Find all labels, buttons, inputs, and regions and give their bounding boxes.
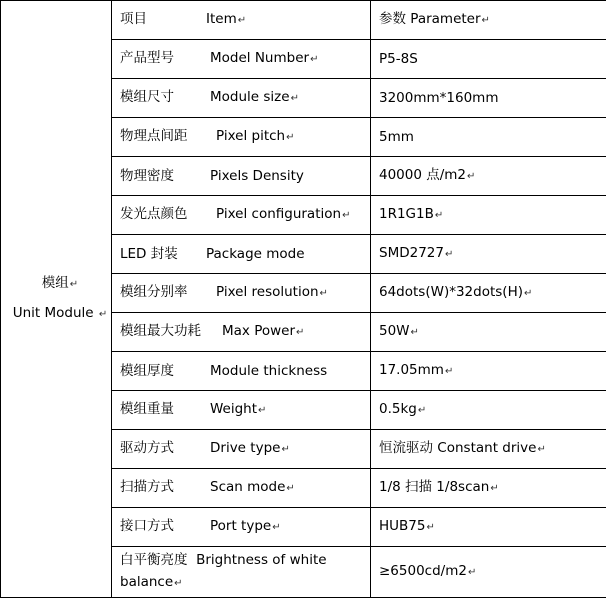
row-value: SMD2727 [379, 245, 444, 261]
row-label-en: Max Power [222, 323, 296, 339]
row-label-cn: 模组尺寸 [120, 89, 174, 105]
row-label-en: Model Number [210, 50, 310, 66]
row-label-cn: LED 封装 [120, 245, 178, 262]
row-label-cn: 物理密度 [120, 167, 174, 184]
group-cell [1, 1, 112, 598]
header-item-cn: 项目 [120, 11, 147, 27]
row-label-cn: 接口方式 [120, 518, 174, 534]
row-value: 0.5kg [379, 401, 417, 417]
row-label-en: Pixel resolution [216, 284, 319, 300]
row-label-cn: 扫描方式 [120, 479, 174, 495]
row-label-en: Brightness of white balance [120, 552, 327, 590]
row-label-en: Pixels Density [210, 167, 304, 184]
row-value: 1R1G1B [379, 206, 434, 222]
row-value: P5-8S [379, 50, 418, 67]
table-row: 接口方式 Port type↵ HUB75↵ [1, 508, 606, 547]
row-value: ≥6500cd/m2 [379, 563, 467, 579]
group-label-cn: 模组↵ [41, 275, 79, 291]
row-label-cn: 模组厚度 [120, 362, 174, 379]
header-row [1, 1, 606, 40]
row-label-cn: 驱动方式 [120, 440, 174, 456]
header-item-en: Item [206, 11, 237, 27]
row-value: 64dots(W)*32dots(H) [379, 284, 523, 300]
row-value: 17.05mm [379, 362, 444, 378]
row-label-en: Module size [210, 89, 290, 105]
row-label-en: Module thickness [210, 362, 328, 379]
row-label-en: Port type [210, 518, 272, 534]
table-row: 模组厚度 Module thickness 17.05mm↵ [1, 352, 606, 391]
row-label-cn: 产品型号 [120, 50, 174, 66]
row-label-cn: 模组重量 [120, 401, 174, 417]
row-label-cn: 发光点颜色 [120, 206, 188, 222]
table-row: 发光点颜色 Pixel configuration↵ 1R1G1B↵ [1, 196, 606, 235]
table-row: 物理密度 Pixels Density 40000 点/m2↵ [1, 157, 606, 196]
table-row: 驱动方式 Drive type↵ 恒流驱动 Constant drive↵ [1, 430, 606, 469]
row-label-en: Weight [210, 401, 258, 417]
row-label-en: Pixel pitch [216, 128, 286, 144]
row-label-en: Package mode [206, 245, 305, 262]
row-label-en: Scan mode [210, 479, 286, 495]
table-row: 白平衡亮度 Brightness of white balance↵ ≥6500cd/m2↵ [1, 547, 606, 598]
group-label-en: Unit Module ↵ [12, 305, 108, 321]
table-row: 模组重量 Weight↵ 0.5kg↵ [1, 391, 606, 430]
row-value: HUB75 [379, 518, 426, 534]
table-row: 产品型号 Model Number↵ P5-8S [1, 40, 606, 79]
row-label-cn: 白平衡亮度 [120, 552, 188, 568]
row-value: 3200mm*160mm [379, 89, 499, 106]
table-row: 模组最大功耗 Max Power↵ 50W↵ [1, 313, 606, 352]
header-param-cell: 参数 Parameter↵ [371, 1, 606, 40]
row-value: 恒流驱动 Constant drive [379, 440, 537, 456]
row-label-cn: 模组最大功耗 [120, 323, 201, 339]
row-label-en: Pixel configuration [216, 206, 342, 222]
row-value: 40000 点/m2 [379, 167, 467, 183]
row-value: 50W [379, 323, 410, 339]
row-label-cn: 模组分别率 [120, 284, 188, 300]
row-value: 1/8 扫描 1/8scan [379, 479, 490, 495]
table-row: 模组分别率 Pixel resolution↵ 64dots(W)*32dots(H)↵ [1, 274, 606, 313]
header-item-cell: 项目 Item↵ [112, 1, 371, 40]
row-label-en: Drive type [210, 440, 281, 456]
table-row: 模组尺寸 Module size↵ 3200mm*160mm [1, 79, 606, 118]
table-row: LED 封装 Package mode SMD2727↵ [1, 235, 606, 274]
header-param: 参数 Parameter [379, 11, 481, 27]
row-label-cn: 物理点间距 [120, 128, 188, 144]
row-value: 5mm [379, 128, 414, 145]
table-row: 扫描方式 Scan mode↵ 1/8 扫描 1/8scan↵ [1, 469, 606, 508]
table-row: 物理点间距 Pixel pitch↵ 5mm [1, 118, 606, 157]
